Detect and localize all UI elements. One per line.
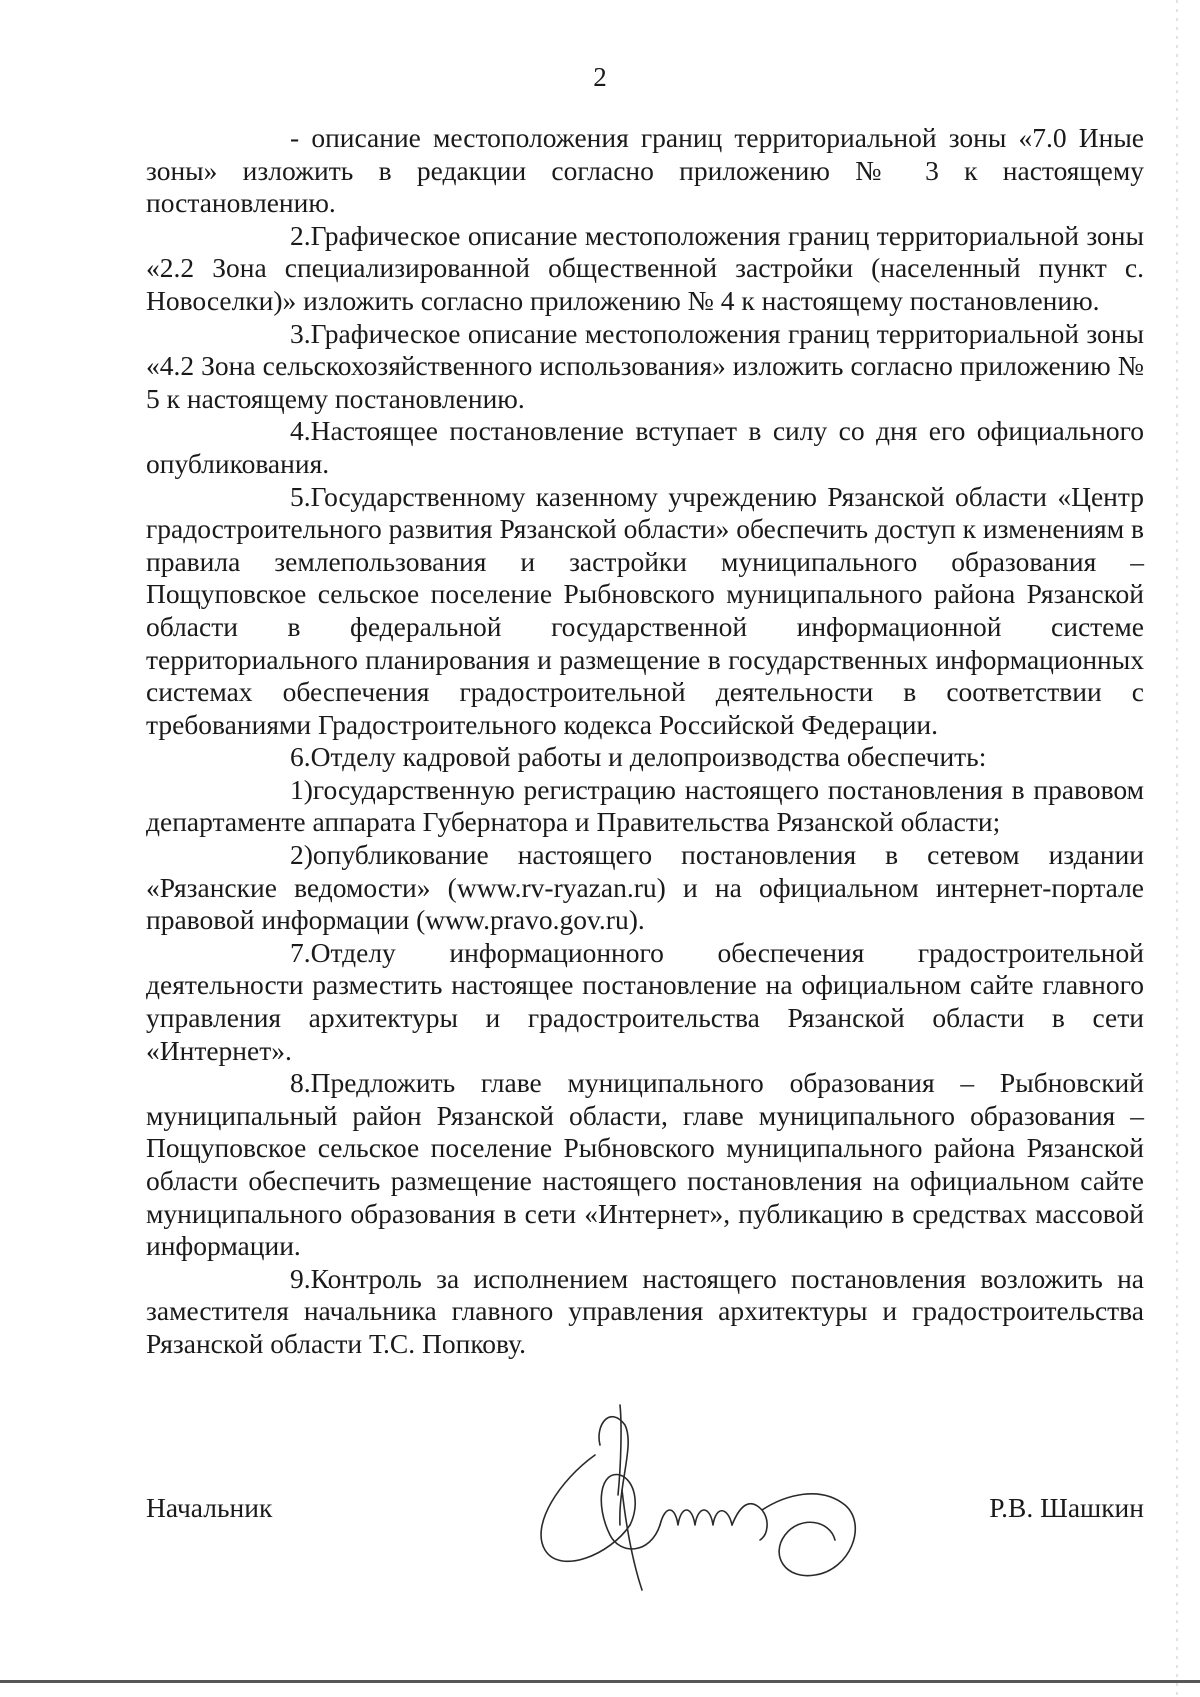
- signatory-title: Начальник: [146, 1492, 273, 1523]
- paragraph-item-3: [146, 318, 1144, 416]
- paragraph-marker: 9.: [290, 1262, 311, 1294]
- signature-block: [146, 1492, 1144, 1532]
- paragraph-marker: -: [290, 122, 300, 153]
- scan-edge-bottom: [0, 1680, 1200, 1683]
- paragraph-marker: 3.: [290, 317, 311, 349]
- paragraph-text: Предложить главе муниципального образования – Рыбновский муниципальный район Рязанской области, главе муниципального образования – Пощуповское сельское поселение Рыбновского муниципального района Рязанской области обеспечить размещение настоящего постановления на официальном сайте муниципального образования в сети «Интернет», публикацию в средствах массовой информации.: [146, 1067, 1144, 1262]
- paragraph-zone-7-description: [146, 122, 1144, 220]
- paragraph-text: описание местоположения границ территориальной зоны «7.0 Иные зоны» изложить в редакции согласно приложению № 3 к настоящему постановлению.: [146, 122, 1145, 219]
- paragraph-marker: 6.: [290, 741, 311, 773]
- paragraph-text: Отделу информационного обеспечения градостроительной деятельности разместить настоящее постановление на официальном сайте главного управления архитектуры и градостроительства Рязанской области в сети «Интернет».: [146, 936, 1144, 1066]
- paragraph-item-5: [146, 481, 1144, 742]
- signatory-name: Р.В. Шашкин: [989, 1492, 1144, 1523]
- paragraph-text: Графическое описание местоположения границ территориальной зоны «4.2 Зона сельскохозяйственного использования» изложить согласно приложению № 5 к настоящему постановлению.: [146, 317, 1144, 414]
- paragraph-text: Контроль за исполнением настоящего постановления возложить на заместителя начальника главного управления архитектуры и градостроительства Рязанской области Т.С. Попкову.: [146, 1262, 1144, 1359]
- paragraph-text: Настоящее постановление вступает в силу со дня его официального опубликования.: [146, 415, 1144, 479]
- paragraph-text: Государственному казенному учреждению Рязанской области «Центр градостроительного развития Рязанской области» обеспечить доступ к изменениям в правила землепользования и застройки муниципального образования – Пощуповское сельское поселение Рыбновского муниципального района Рязанской области в федеральной государственной информационной системе территориального планирования и размещение в государственных информационных системах обеспечения градостроительной деятельности в соответствии с требованиями Градостроительного кодекса Российской Федерации.: [146, 480, 1144, 740]
- paragraph-item-2: [146, 220, 1144, 318]
- paragraph-marker: 2): [290, 839, 313, 871]
- paragraph-item-4: [146, 415, 1144, 480]
- paragraph-marker: 7.: [290, 936, 311, 968]
- page-number: 2: [593, 62, 607, 92]
- paragraph-text: опубликование настоящего постановления в сетевом издании «Рязанские ведомости» (www.rv-ryazan.ru) и на официальном интернет-портале правовой информации (www.pravo.gov.ru).: [146, 839, 1144, 936]
- paragraph-marker: 5.: [290, 480, 311, 512]
- paragraph-text: Отделу кадровой работы и делопроизводства обеспечить:: [310, 741, 987, 773]
- document-body: [146, 122, 1144, 1361]
- paragraph-subitem-1: [146, 774, 1144, 839]
- paragraph-marker: 1): [290, 773, 313, 805]
- paragraph-subitem-2: [146, 839, 1144, 937]
- paragraph-text: государственную регистрацию настоящего постановления в правовом департаменте аппарата Губернатора и Правительства Рязанской области;: [146, 773, 1144, 838]
- paragraph-marker: 2.: [290, 219, 311, 251]
- paragraph-item-8: [146, 1067, 1144, 1263]
- paragraph-marker: 8.: [290, 1067, 311, 1099]
- paragraph-item-7: [146, 937, 1144, 1067]
- paragraph-marker: 4.: [290, 415, 311, 447]
- paragraph-item-6: [146, 741, 1144, 774]
- paragraph-item-9: [146, 1263, 1144, 1361]
- paragraph-text: Графическое описание местоположения границ территориальной зоны «2.2 Зона специализированной общественной застройки (населенный пункт с. Новоселки)» изложить согласно приложению № 4 к настоящему постановлению.: [146, 219, 1144, 316]
- scan-edge-right: [1176, 0, 1178, 1697]
